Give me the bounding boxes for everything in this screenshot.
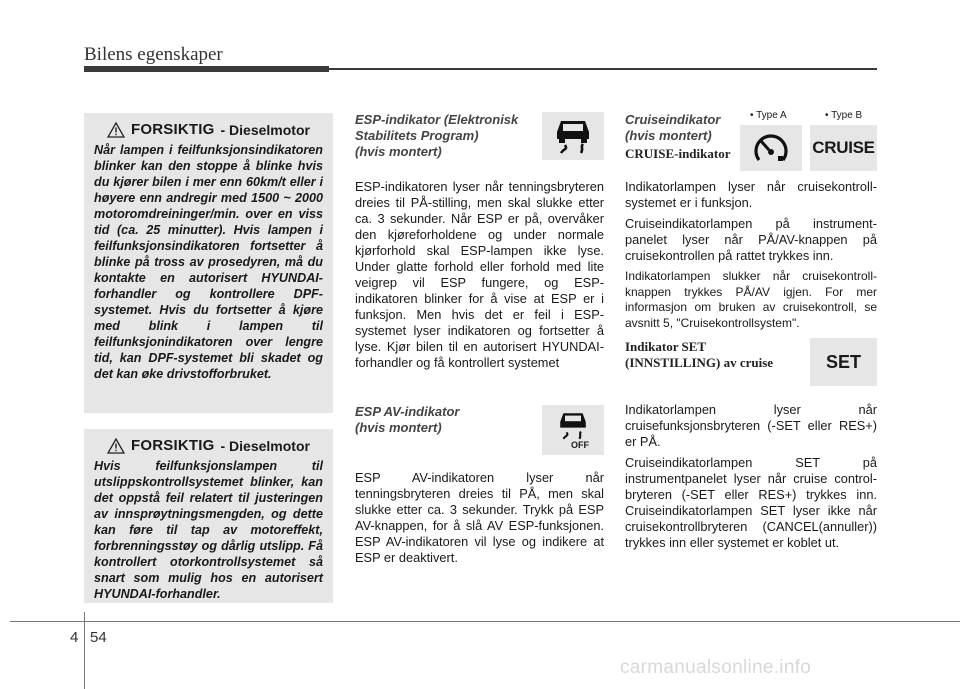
footer-rule [10, 621, 960, 622]
caution-word: FORSIKTIG [131, 437, 215, 454]
esp-off-body: ESP AV-indikatoren lyser når tenningsbryteren dreies til PÅ, men skal slukke etter ca. 3 sekunder. Trykk på ESP AV-knappen, for å slå AV ESP-funksjonen. ESP AV-indikatoren vil lyse og indikere at ESP er deaktivert. [355, 470, 604, 565]
esp-heading-line2: Stabilitets Program) [355, 128, 479, 143]
set-badge: SET [825, 351, 861, 372]
esp-off-icon-box [542, 405, 604, 455]
caution-text: Når lampen i feilfunksjonsindikatoren blinker kan den stoppe å blinke hvis du kjører bilen i mer enn 60km/t eller i høyere enn andregir med 1500 ~ 2000 motoromdreininger/min. over en viss tid (ca. 25 minutter). Hvis lampen i feilfunksjonsindikatoren fortsetter å blinke på tross av prosedyren, må du kontakte en autorisert HYUNDAI-forhandler og kontrollere DPF-systemet. Hvis du fortsetter å kjøre med blink i lampen til feilfunksjonindikatoren over lengre tid, kan DPF-systemet bli skadet og det kan øke drivstofforbruket. [94, 143, 323, 381]
caution-subject: - Dieselmotor [220, 437, 310, 454]
esp-off-car-skid-icon [555, 410, 591, 442]
cruise-paragraphs [625, 179, 877, 331]
esp-off-heading-line2: (hvis montert) [355, 420, 442, 435]
watermark: carmanualsonline.info [620, 657, 812, 678]
cruise-type-a-icon-box [740, 125, 802, 171]
warning-triangle-icon [107, 122, 125, 138]
caution-box-dpf [84, 113, 333, 413]
caution-word: FORSIKTIG [131, 121, 215, 138]
footer-divider-left [84, 612, 85, 689]
header-title: Bilens egenskaper [84, 44, 223, 65]
set-heading-line2: (INNSTILLING) av cruise [625, 355, 774, 370]
set-heading-line1: Indikator SET [625, 339, 707, 354]
caution-text: Hvis feilfunksjonslampen til utslippskontrollsystemet blinker, kan det oppstå feil relatert til justeringen av innsprøytningsmengden, og dette kan føre til tap av motoreffekt, forbrenningsstøy og dårlig utslipp. Få kontrollert otorkontrollsystemet så snart som mulig hos en autorisert HYUNDAI-forhandler. [94, 459, 323, 601]
caution-title [94, 437, 323, 454]
cruise-heading [625, 112, 735, 144]
set-heading [625, 339, 805, 371]
cruise-heading-line2: (hvis montert) [625, 128, 712, 143]
header-rule [329, 68, 877, 70]
esp-heading [355, 112, 535, 160]
cruise-badge: CRUISE [812, 138, 875, 157]
caution-box-emission [84, 429, 333, 603]
set-para-1: Indikatorlampen lyser når cruisefunksjonsbryteren (-SET eller RES+) er PÅ. [625, 402, 877, 449]
cruise-para-2: Cruiseindikatorlampen på instrument-panelet lyser når PÅ/AV-knappen på cruisekontrollen på rattet trykkes inn. [625, 216, 877, 263]
section-number: 4 [70, 629, 79, 646]
cruise-sublabel: CRUISE-indikator [625, 146, 731, 161]
set-para-2: Cruiseindikatorlampen SET på instrumentpanelet lyser når cruise control-bryteren (-SET eller RES+) trykkes inn. Cruiseindikatorlampen SET lyser ikke når cruisekontrollbryteren (CANCEL(annuller)) trykkes inn eller systemet er koblet ut. [625, 455, 877, 550]
cruise-para-1: Indikatorlampen lyser når cruisekontroll-systemet er i funksjon. [625, 179, 877, 210]
esp-off-label: OFF [571, 440, 589, 450]
esp-body: ESP-indikatoren lyser når tenningsbryteren dreies til PÅ-stilling, men skal slukke etter ca. 3 sekunder. Når ESP er på, overvåker den kjøreforholdene og under normale kjørforhold skal ESP-lampen ikke lyse. Under glatte forhold eller forhold med lite veigrep vil ESP fungere, og ESP-indikatoren blinker for å vise at ESP er i funksjon. Men hvis det er feil i ESP-systemet lyser indikatoren og fortsetter å lyse. Kjør bilen til en autorisert HYUNDAI-forhandler og få kontrollert systemet [355, 179, 604, 370]
esp-heading-line1: ESP-indikator (Elektronisk [355, 112, 519, 127]
esp-off-heading-line1: ESP AV-indikator [355, 404, 460, 419]
caution-subject: - Dieselmotor [220, 121, 310, 138]
speedometer-icon [751, 128, 791, 168]
warning-triangle-icon [107, 438, 125, 454]
esp-heading-line3: (hvis montert) [355, 144, 442, 159]
esp-off-heading [355, 404, 535, 436]
cruise-para-3: Indikatorlampen slukker når cruisekontroll-knappen trykkes PÅ/AV igjen. For mer informasjon om bruken av cruisekontroll, se avsnitt 5, "Cruisekontrollsystem". [625, 269, 877, 330]
esp-icon-box [542, 112, 604, 160]
cruise-type-a-label: • Type A [750, 110, 787, 121]
cruise-type-b-icon-box [810, 125, 877, 171]
cruise-type-b-label: • Type B [825, 110, 863, 121]
header-bar [84, 66, 329, 72]
esp-car-skid-icon [551, 115, 595, 157]
set-icon-box [810, 338, 877, 386]
page-number: 54 [90, 629, 107, 646]
caution-title [94, 121, 323, 138]
set-paragraphs [625, 402, 877, 551]
cruise-heading-line1: Cruiseindikator [625, 112, 721, 127]
